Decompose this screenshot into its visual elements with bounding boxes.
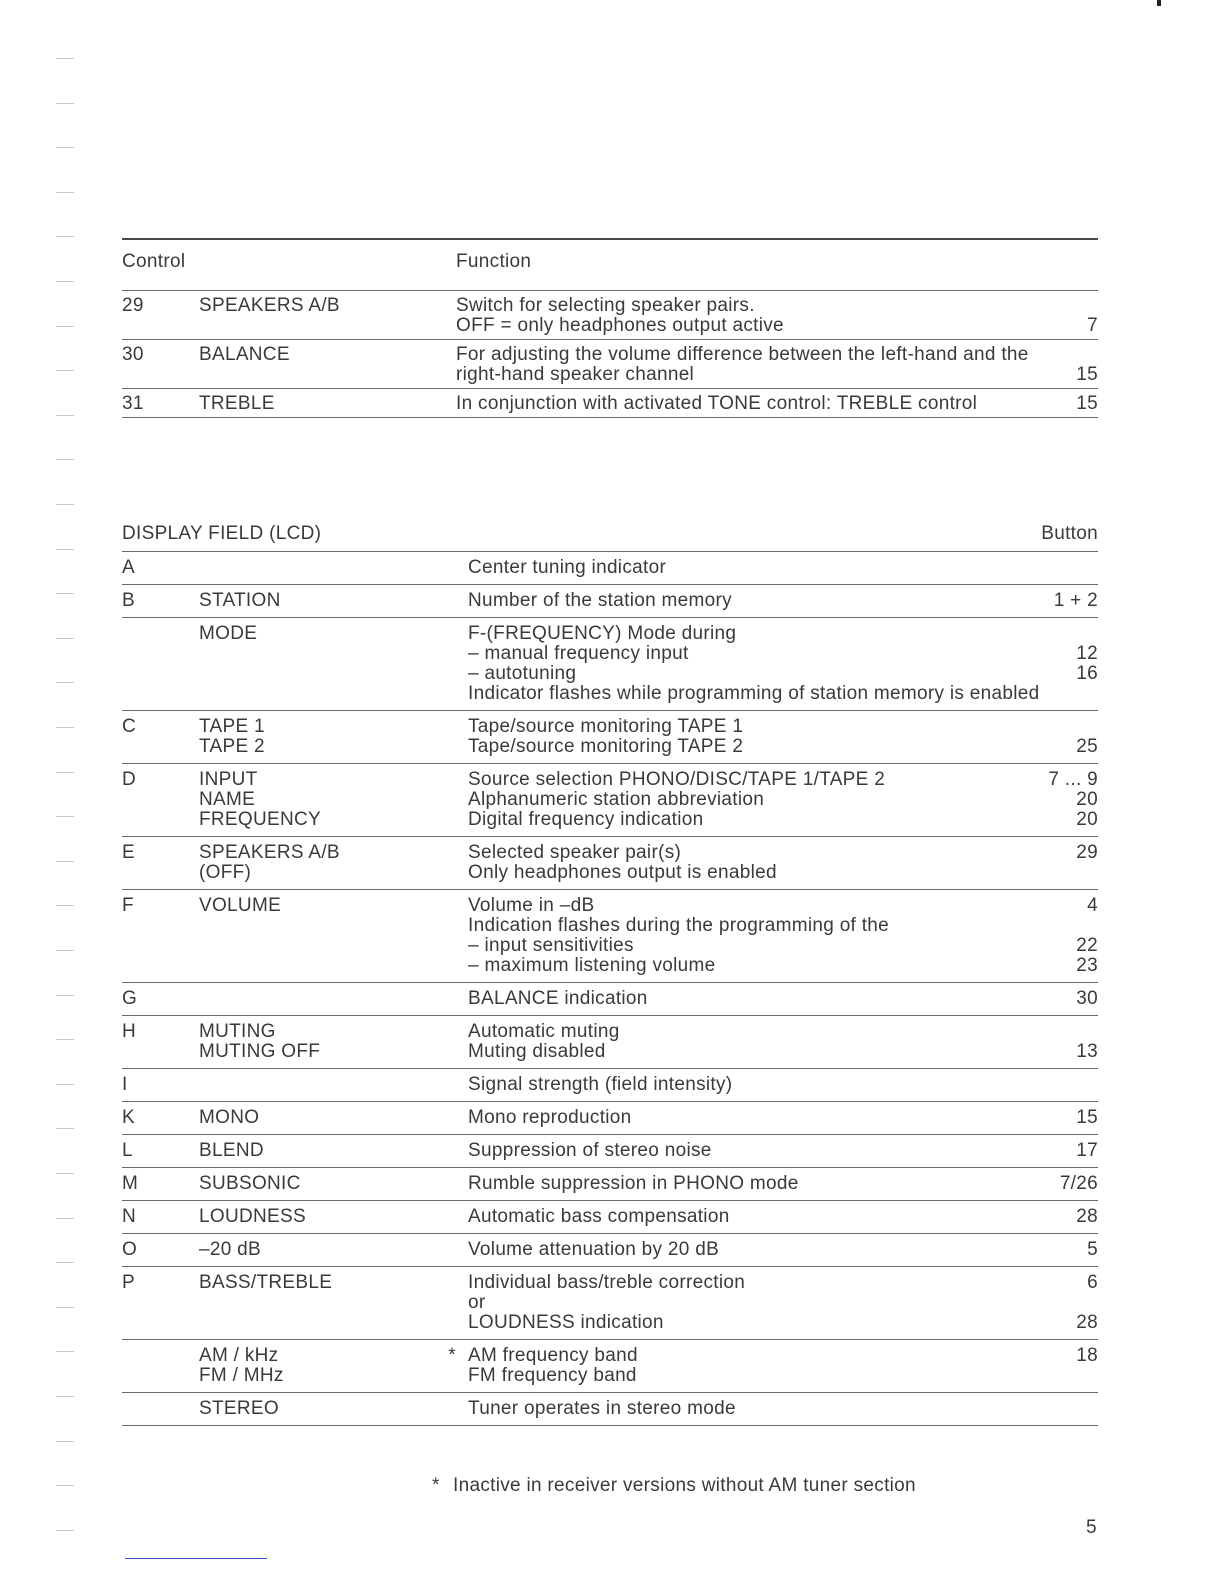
display-button-ref xyxy=(1028,1393,1098,1426)
display-function-line: Center tuning indicator xyxy=(468,557,667,578)
display-label-line: TAPE 2 xyxy=(199,736,265,757)
display-function-line: Only headphones output is enabled xyxy=(468,862,777,883)
margin-tick xyxy=(56,236,74,237)
display-asterisk xyxy=(444,552,456,585)
display-label xyxy=(199,1102,444,1135)
display-key: C xyxy=(122,711,199,764)
page-number: 5 xyxy=(1086,1517,1097,1538)
display-label xyxy=(199,711,444,764)
display-button-ref-line: 4 xyxy=(1087,895,1098,916)
margin-tick xyxy=(56,727,74,728)
display-button-ref-line: 23 xyxy=(1076,955,1098,976)
display-function xyxy=(456,890,1028,983)
display-label xyxy=(199,983,444,1016)
control-function xyxy=(456,389,1028,418)
display-label-line: STATION xyxy=(199,590,281,611)
corner-mark xyxy=(1157,0,1161,6)
display-function-line: FM frequency band xyxy=(468,1365,637,1386)
display-function-line: Number of the station memory xyxy=(468,590,732,611)
display-function-line: Tape/source monitoring TAPE 1 xyxy=(468,716,744,737)
display-button-ref-line: 6 xyxy=(1087,1272,1098,1293)
display-asterisk xyxy=(444,1102,456,1135)
display-button-ref-line: 12 xyxy=(1076,643,1098,664)
display-function-line: Indication flashes during the programming of the xyxy=(468,915,890,936)
display-asterisk xyxy=(444,711,456,764)
control-page-ref xyxy=(1028,291,1098,340)
margin-tick xyxy=(56,504,74,505)
display-function-line: F-(FREQUENCY) Mode during xyxy=(468,623,737,644)
display-button-ref-line: 15 xyxy=(1076,1107,1098,1128)
display-row xyxy=(122,764,1098,837)
display-label xyxy=(199,1016,444,1069)
display-function xyxy=(456,711,1028,764)
display-button-ref xyxy=(1028,1201,1098,1234)
margin-tick xyxy=(56,1351,74,1352)
display-function-line: Signal strength (field intensity) xyxy=(468,1074,733,1095)
display-function xyxy=(456,1201,1028,1234)
display-row xyxy=(122,1267,1098,1340)
display-function xyxy=(456,1234,1028,1267)
display-label-line xyxy=(199,558,444,578)
display-row xyxy=(122,983,1098,1016)
margin-tick xyxy=(56,1530,74,1531)
display-row xyxy=(122,1168,1098,1201)
display-button-ref-line: 20 xyxy=(1076,809,1098,830)
display-button-ref-line: 5 xyxy=(1087,1239,1098,1260)
display-button-ref-line xyxy=(1028,624,1098,644)
display-function xyxy=(456,618,1040,711)
display-label xyxy=(199,890,444,983)
display-key: B xyxy=(122,585,199,618)
display-row xyxy=(122,1135,1098,1168)
display-function-line: – maximum listening volume xyxy=(468,955,716,976)
display-button-ref-line xyxy=(1028,916,1098,936)
display-button-ref xyxy=(1028,837,1098,890)
display-function-line: Muting disabled xyxy=(468,1041,606,1062)
display-row xyxy=(122,585,1098,618)
display-button-ref-line: 1 + 2 xyxy=(1053,590,1098,611)
display-button-ref-line xyxy=(1028,1399,1098,1419)
control-page-ref-line: 15 xyxy=(1076,364,1098,385)
display-row xyxy=(122,1102,1098,1135)
display-label-line: (OFF) xyxy=(199,862,252,883)
display-asterisk xyxy=(444,585,456,618)
display-button-ref xyxy=(1028,983,1098,1016)
display-row xyxy=(122,1201,1098,1234)
margin-tick-marks xyxy=(56,0,76,1584)
margin-tick xyxy=(56,816,74,817)
control-name: SPEAKERS A/B xyxy=(199,291,456,340)
display-row xyxy=(122,618,1098,711)
display-function xyxy=(456,1393,1028,1426)
display-asterisk xyxy=(444,1069,456,1102)
display-button-ref-line: 16 xyxy=(1076,663,1098,684)
display-function xyxy=(456,552,1028,585)
control-column-header: Control xyxy=(122,239,456,291)
display-header-row xyxy=(122,524,1098,552)
display-button-ref xyxy=(1028,1016,1098,1069)
display-label xyxy=(199,1135,444,1168)
control-function-line: OFF = only headphones output active xyxy=(456,315,784,336)
display-label xyxy=(199,1201,444,1234)
display-asterisk xyxy=(444,1201,456,1234)
display-button-ref xyxy=(1028,890,1098,983)
display-row xyxy=(122,890,1098,983)
display-asterisk xyxy=(444,1168,456,1201)
display-asterisk xyxy=(444,1234,456,1267)
display-function xyxy=(456,1069,1028,1102)
display-button-ref-line: 7/26 xyxy=(1059,1173,1098,1194)
display-key xyxy=(122,1393,199,1426)
display-asterisk xyxy=(444,837,456,890)
display-button-ref xyxy=(1028,1340,1098,1393)
display-key: L xyxy=(122,1135,199,1168)
display-function-line: AM frequency band xyxy=(468,1345,638,1366)
display-button-ref-line xyxy=(1028,1293,1098,1313)
footnote-text: Inactive in receiver versions without AM tuner section xyxy=(453,1475,916,1496)
margin-tick xyxy=(56,772,74,773)
control-name: TREBLE xyxy=(199,389,456,418)
display-label-line: BLEND xyxy=(199,1140,264,1161)
button-column-header: Button xyxy=(1028,524,1098,552)
display-label-line: LOUDNESS xyxy=(199,1206,306,1227)
display-function xyxy=(456,1168,1028,1201)
control-function-line: In conjunction with activated TONE control: TREBLE control xyxy=(456,393,978,414)
display-label-line: SUBSONIC xyxy=(199,1173,301,1194)
display-row xyxy=(122,1016,1098,1069)
display-label-line: FM / MHz xyxy=(199,1365,284,1386)
margin-tick xyxy=(56,281,74,282)
margin-tick xyxy=(56,1307,74,1308)
display-function xyxy=(456,1016,1028,1069)
display-label-line: TAPE 1 xyxy=(199,716,265,737)
display-label xyxy=(199,1340,444,1393)
display-function-line: Tape/source monitoring TAPE 2 xyxy=(468,736,744,757)
display-asterisk xyxy=(444,983,456,1016)
display-function-line: LOUDNESS indication xyxy=(468,1312,664,1333)
display-button-ref-line xyxy=(1028,1075,1098,1095)
display-button-ref xyxy=(1028,1267,1098,1340)
display-function xyxy=(456,1135,1028,1168)
display-button-ref-line: 18 xyxy=(1076,1345,1098,1366)
control-page-ref xyxy=(1028,340,1098,389)
control-number: 29 xyxy=(122,291,199,340)
control-function-line: Switch for selecting speaker pairs. xyxy=(456,295,755,316)
display-function-line: or xyxy=(468,1292,486,1313)
display-label-line: NAME xyxy=(199,789,256,810)
display-key: K xyxy=(122,1102,199,1135)
display-row xyxy=(122,552,1098,585)
display-function-line: Digital frequency indication xyxy=(468,809,704,830)
display-function xyxy=(456,983,1028,1016)
margin-tick xyxy=(56,995,74,996)
display-row xyxy=(122,1069,1098,1102)
display-button-ref-line xyxy=(1028,863,1098,883)
control-function-line: For adjusting the volume difference between the left-hand and the xyxy=(456,344,1029,365)
control-function-line: right-hand speaker channel xyxy=(456,364,695,385)
display-key: O xyxy=(122,1234,199,1267)
display-function xyxy=(456,585,1028,618)
display-button-ref-line: 13 xyxy=(1076,1041,1098,1062)
display-button-ref-line: 30 xyxy=(1076,988,1098,1009)
display-key: G xyxy=(122,983,199,1016)
display-button-ref xyxy=(1028,711,1098,764)
display-function xyxy=(456,1267,1028,1340)
display-button-ref xyxy=(1028,1168,1098,1201)
display-label xyxy=(199,1168,444,1201)
display-key: F xyxy=(122,890,199,983)
display-button-ref-line xyxy=(1028,558,1098,578)
function-column-header: Function xyxy=(456,239,1028,291)
display-function-line: – manual frequency input xyxy=(468,643,689,664)
margin-tick xyxy=(56,370,74,371)
display-button-ref-line: 29 xyxy=(1076,842,1098,863)
margin-tick xyxy=(56,549,74,550)
display-label xyxy=(199,1393,444,1426)
margin-tick xyxy=(56,1218,74,1219)
display-function-line: Rumble suppression in PHONO mode xyxy=(468,1173,799,1194)
display-asterisk xyxy=(444,1393,456,1426)
margin-tick xyxy=(56,459,74,460)
control-name: BALANCE xyxy=(199,340,456,389)
display-function-line: Indicator flashes while programming of station memory is enabled xyxy=(468,683,1040,704)
display-label-line xyxy=(199,1075,444,1095)
footnote xyxy=(432,1475,916,1497)
display-label-line: FREQUENCY xyxy=(199,809,321,830)
display-asterisk xyxy=(444,764,456,837)
display-button-ref xyxy=(1028,1069,1098,1102)
display-function xyxy=(456,837,1028,890)
display-label-line: STEREO xyxy=(199,1398,279,1419)
display-function-line: – autotuning xyxy=(468,663,577,684)
display-label-line: VOLUME xyxy=(199,895,282,916)
display-button-ref-line xyxy=(1028,1366,1098,1386)
display-key: E xyxy=(122,837,199,890)
display-key: H xyxy=(122,1016,199,1069)
display-label xyxy=(199,1069,444,1102)
margin-tick xyxy=(56,1173,74,1174)
display-label-line: SPEAKERS A/B xyxy=(199,842,340,863)
margin-tick xyxy=(56,638,74,639)
display-button-ref-line: 25 xyxy=(1076,736,1098,757)
display-label-line: MUTING OFF xyxy=(199,1041,321,1062)
display-function xyxy=(456,1102,1028,1135)
display-asterisk xyxy=(444,1016,456,1069)
control-function xyxy=(456,340,1028,389)
display-row xyxy=(122,711,1098,764)
control-page-ref-line xyxy=(1028,345,1098,365)
display-button-ref-line: 20 xyxy=(1076,789,1098,810)
display-asterisk xyxy=(444,1267,456,1340)
display-row xyxy=(122,1393,1098,1426)
margin-tick xyxy=(56,1128,74,1129)
display-function-line: Tuner operates in stereo mode xyxy=(468,1398,736,1419)
control-row xyxy=(122,389,1098,418)
display-button-ref xyxy=(1028,1102,1098,1135)
display-key: P xyxy=(122,1267,199,1340)
margin-tick xyxy=(56,147,74,148)
margin-tick xyxy=(56,950,74,951)
margin-tick xyxy=(56,58,74,59)
display-asterisk: * xyxy=(444,1340,456,1393)
control-function xyxy=(456,291,1028,340)
display-function-line: Source selection PHONO/DISC/TAPE 1/TAPE 2 xyxy=(468,769,886,790)
display-label xyxy=(199,837,444,890)
display-button-ref-line: 28 xyxy=(1076,1206,1098,1227)
display-function-line: Volume attenuation by 20 dB xyxy=(468,1239,720,1260)
controls-table xyxy=(122,238,1098,418)
display-label xyxy=(199,552,444,585)
bottom-rule xyxy=(125,1558,267,1559)
display-function-line: BALANCE indication xyxy=(468,988,648,1009)
display-key xyxy=(122,1340,199,1393)
display-key: N xyxy=(122,1201,199,1234)
display-key xyxy=(122,618,199,711)
display-button-ref xyxy=(1028,764,1098,837)
display-function xyxy=(456,1340,1028,1393)
display-asterisk xyxy=(444,618,456,711)
margin-tick xyxy=(56,1441,74,1442)
display-row xyxy=(122,1234,1098,1267)
control-page-ref-line: 15 xyxy=(1076,393,1098,414)
display-asterisk xyxy=(444,1135,456,1168)
control-number: 31 xyxy=(122,389,199,418)
margin-tick xyxy=(56,1262,74,1263)
display-function-line: Alphanumeric station abbreviation xyxy=(468,789,765,810)
display-key: D xyxy=(122,764,199,837)
display-button-ref xyxy=(1028,552,1098,585)
display-function-line: Suppression of stereo noise xyxy=(468,1140,712,1161)
margin-tick xyxy=(56,192,74,193)
display-label-line: MONO xyxy=(199,1107,260,1128)
display-label xyxy=(199,1234,444,1267)
margin-tick xyxy=(56,905,74,906)
control-page-ref-line: 7 xyxy=(1087,315,1098,336)
display-button-ref-line: 28 xyxy=(1076,1312,1098,1333)
controls-header-row xyxy=(122,239,1098,291)
footnote-asterisk: * xyxy=(432,1475,440,1496)
control-row xyxy=(122,340,1098,389)
display-function-line: Individual bass/treble correction xyxy=(468,1272,746,1293)
display-label xyxy=(199,585,444,618)
display-label xyxy=(199,618,444,711)
display-button-ref xyxy=(1028,1135,1098,1168)
display-label-line: MODE xyxy=(199,623,258,644)
display-key: M xyxy=(122,1168,199,1201)
display-function-line: – input sensitivities xyxy=(468,935,634,956)
margin-tick xyxy=(56,593,74,594)
display-button-ref-line xyxy=(1028,717,1098,737)
display-button-ref xyxy=(1028,585,1098,618)
margin-tick xyxy=(56,682,74,683)
display-label-line: AM / kHz xyxy=(199,1345,279,1366)
display-label-line: –20 dB xyxy=(199,1239,262,1260)
margin-tick xyxy=(56,861,74,862)
display-field-table xyxy=(122,524,1098,1426)
margin-tick xyxy=(56,103,74,104)
control-page-ref xyxy=(1028,389,1098,418)
control-row xyxy=(122,291,1098,340)
display-label xyxy=(199,1267,444,1340)
control-page-ref-line xyxy=(1028,296,1098,316)
display-field-title: DISPLAY FIELD (LCD) xyxy=(122,524,1028,552)
display-function-line: Selected speaker pair(s) xyxy=(468,842,682,863)
display-button-ref-line xyxy=(1028,1022,1098,1042)
display-label xyxy=(199,764,444,837)
display-function-line: Automatic muting xyxy=(468,1021,620,1042)
display-key: I xyxy=(122,1069,199,1102)
display-row xyxy=(122,1340,1098,1393)
display-function-line: Mono reproduction xyxy=(468,1107,632,1128)
display-function xyxy=(456,764,1028,837)
margin-tick xyxy=(56,1396,74,1397)
control-number: 30 xyxy=(122,340,199,389)
margin-tick xyxy=(56,1039,74,1040)
display-function-line: Automatic bass compensation xyxy=(468,1206,730,1227)
margin-tick xyxy=(56,1084,74,1085)
margin-tick xyxy=(56,326,74,327)
display-label-line: BASS/TREBLE xyxy=(199,1272,333,1293)
display-function-line: Volume in –dB xyxy=(468,895,595,916)
display-label-line: INPUT xyxy=(199,769,258,790)
display-row xyxy=(122,837,1098,890)
margin-tick xyxy=(56,415,74,416)
display-label-line xyxy=(199,989,444,1009)
display-button-ref xyxy=(1028,1234,1098,1267)
display-button-ref-line: 17 xyxy=(1076,1140,1098,1161)
display-label-line: MUTING xyxy=(199,1021,276,1042)
margin-tick xyxy=(56,1485,74,1486)
display-asterisk xyxy=(444,890,456,983)
display-button-ref-line: 7 ... 9 xyxy=(1048,769,1098,790)
display-button-ref-line: 22 xyxy=(1076,935,1098,956)
display-key: A xyxy=(122,552,199,585)
